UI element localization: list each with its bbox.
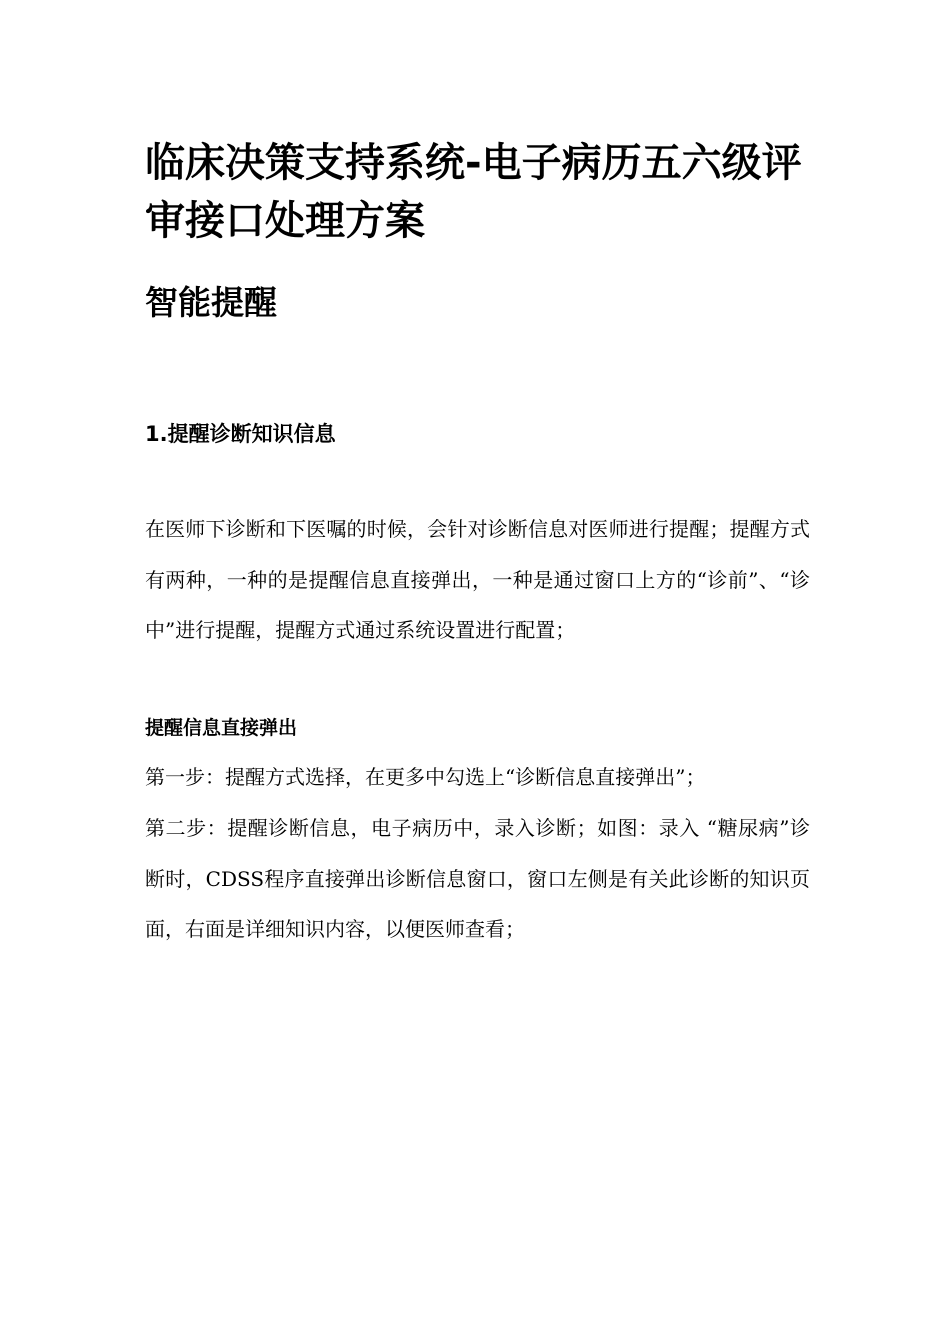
document-title: 临床决策支持系统-电子病历五六级评审接口处理方案 [145, 140, 802, 244]
section-heading: 1.提醒诊断知识信息 [145, 422, 336, 446]
intro-paragraph: 在医师下诊断和下医嘱的时候，会针对诊断信息对医师进行提醒；提醒方式有两种，一种的是提醒信息直接弹出，一种是通过窗口上方的“诊前”、“诊中”进行提醒，提醒方式通过系统设置进行配置； [145, 517, 810, 642]
subsection-label: 提醒信息直接弹出 [145, 717, 298, 739]
document-subtitle: 智能提醒 [145, 283, 277, 322]
step-two-paragraph: 第二步：提醒诊断信息，电子病历中，录入诊断；如图：录入 “糖尿病”诊断时，CDSS程序直接弹出诊断信息窗口，窗口左侧是有关此诊断的知识页面，右面是详细知识内容，以便医师查看； [145, 816, 810, 941]
step-one-paragraph: 第一步：提醒方式选择，在更多中勾选上“诊断信息直接弹出”； [145, 765, 706, 789]
